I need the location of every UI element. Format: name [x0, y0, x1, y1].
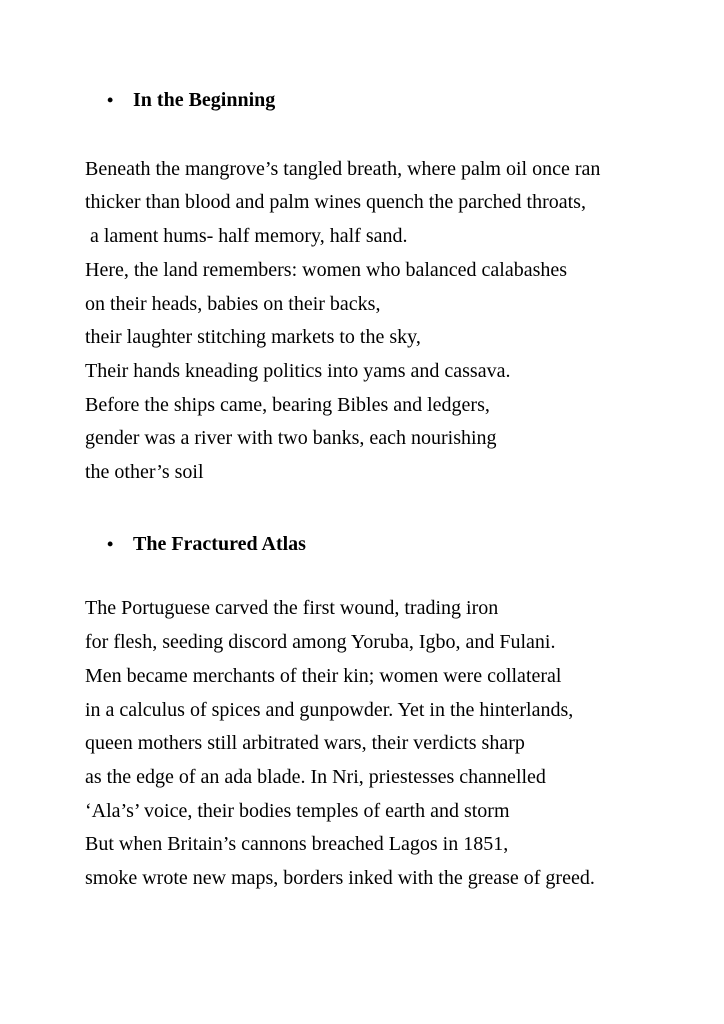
poem-line: ‘Ala’s’ voice, their bodies temples of earth and storm: [85, 799, 510, 822]
bullet-icon: •: [107, 90, 114, 110]
stanza-the-fractured-atlas: [85, 592, 639, 895]
bullet-icon: •: [107, 533, 114, 554]
poem-line: gender was a river with two banks, each nourishing: [85, 427, 497, 450]
poem-line: the other’s soil: [85, 461, 204, 484]
poem-line: for flesh, seeding discord among Yoruba, Igbo, and Fulani.: [85, 631, 556, 654]
poem-line: Here, the land remembers: women who balanced calabashes: [85, 258, 568, 281]
poem-line: queen mothers still arbitrated wars, their verdicts sharp: [85, 732, 525, 755]
section-heading-the-fractured-atlas: [85, 528, 639, 562]
poem-line: Before the ships came, bearing Bibles and ledgers,: [85, 393, 490, 416]
poem-line: in a calculus of spices and gunpowder. Yet in the hinterlands,: [85, 698, 574, 721]
poem-line: a lament hums- half memory, half sand.: [85, 225, 408, 248]
poem-line: But when Britain’s cannons breached Lagos in 1851,: [85, 833, 509, 856]
poem-line: as the edge of an ada blade. In Nri, priestesses channelled: [85, 765, 546, 788]
heading-label: In the Beginning: [133, 89, 276, 111]
stanza-in-the-beginning: [85, 153, 639, 490]
section-heading-in-the-beginning: [85, 84, 639, 118]
poem-line: Beneath the mangrove’s tangled breath, where palm oil once ran: [85, 157, 601, 180]
poem-line: smoke wrote new maps, borders inked with the grease of greed.: [85, 867, 595, 890]
poem-line: their laughter stitching markets to the sky,: [85, 326, 421, 349]
heading-label: The Fractured Atlas: [133, 532, 306, 555]
poem-line: Their hands kneading politics into yams and cassava.: [85, 359, 511, 382]
poem-line: thicker than blood and palm wines quench the parched throats,: [85, 191, 586, 214]
poem-line: The Portuguese carved the first wound, trading iron: [85, 597, 499, 620]
poem-line: Men became merchants of their kin; women were collateral: [85, 664, 562, 687]
poem-line: on their heads, babies on their backs,: [85, 292, 381, 315]
